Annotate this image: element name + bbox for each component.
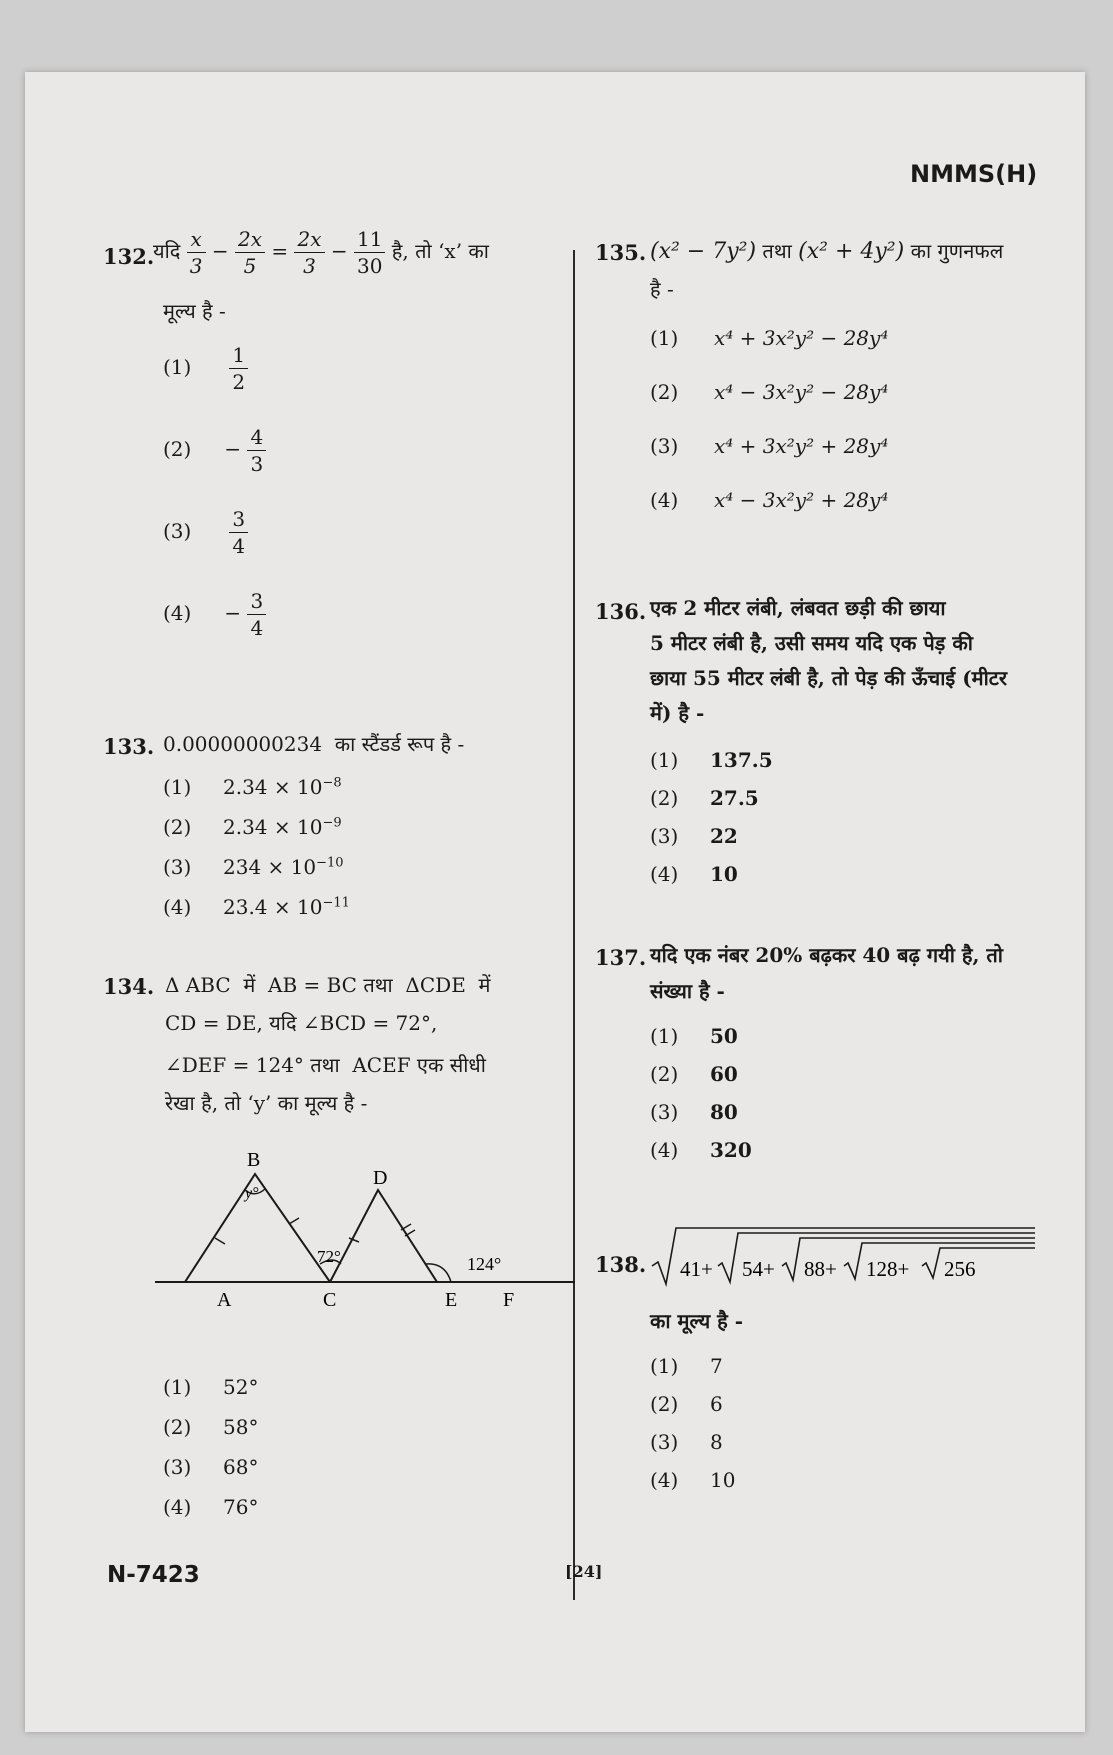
option-number: (2) [163,1415,192,1439]
label-b: B [247,1152,261,1171]
option-number: (2) [650,1062,679,1086]
q135-option-1[interactable] [650,326,888,350]
option-fraction: $\frac{3}{4}$ [229,506,248,559]
q132-option-3[interactable] [163,506,248,559]
q133-suffix: का स्टैंडर्ड रूप है - [334,732,465,756]
option-number: (3) [650,1100,679,1124]
option-value: 2.34 × 10 [223,815,323,839]
option-number: (4) [650,1138,679,1162]
q133-option-1[interactable] [163,775,342,799]
label-y: y° [245,1185,259,1202]
option-value: 76° [223,1495,259,1519]
option-sign: − [224,601,242,625]
q132-fraction-3: $\frac{2x}{3}$ [294,226,324,279]
option-value: x⁴ + 3x²y² + 28y⁴ [714,434,889,458]
option-number: (1) [650,1354,679,1378]
q136-line3: छाया 55 मीटर लंबी है, तो पेड़ की ऊँचाई (मीटर [650,666,1008,690]
q137-option-1[interactable] [650,1024,738,1048]
option-value: 23.4 × 10 [223,895,323,919]
q132-number: 132. [103,244,155,269]
q132-suffix: है, तो ‘x’ का [391,239,489,263]
angle-arc-124 [425,1264,451,1282]
q137-option-4[interactable] [650,1138,752,1162]
q135-conjunction: तथा [762,239,792,263]
option-number: (1) [650,1024,679,1048]
triangle-cde [330,1190,437,1282]
q137-line2: संख्या है - [650,979,725,1003]
q136-option-4[interactable] [650,862,738,886]
option-number: (1) [650,748,679,772]
option-value: 137.5 [710,748,773,772]
option-number: (4) [163,895,192,919]
option-value: x⁴ − 3x²y² + 28y⁴ [714,488,889,512]
q134-option-4[interactable] [163,1495,258,1519]
option-exponent: −10 [316,855,344,871]
option-number: (3) [650,824,679,848]
q132-operator: − [330,239,348,263]
q136-line4: में) है - [650,701,705,725]
q132-text [153,226,489,279]
q135-option-4[interactable] [650,488,888,512]
option-value: 22 [710,824,738,848]
q135-option-3[interactable] [650,434,888,458]
option-number: (3) [163,1455,192,1479]
radical-term-3: 88+ [804,1257,837,1281]
q135-text [650,234,1003,269]
option-number: (1) [650,326,679,350]
option-value: 6 [710,1392,723,1416]
q137-number: 137. [595,945,647,970]
option-number: (1) [163,355,192,379]
tick-bc [289,1218,299,1224]
q138-option-4[interactable] [650,1468,735,1492]
q132-fraction-4: $\frac{11}{30}$ [354,226,385,279]
option-value: 50 [710,1024,738,1048]
option-number: (4) [650,862,679,886]
q138-nested-radical [650,1222,1050,1292]
label-a: A [217,1289,232,1311]
option-value: 27.5 [710,786,759,810]
option-number: (1) [163,1375,192,1399]
q135-option-2[interactable] [650,380,888,404]
column-divider [573,250,575,1600]
option-number: (2) [163,815,192,839]
tick-ab [215,1238,225,1244]
option-fraction: $\frac{3}{4}$ [247,588,266,641]
q135-expression-2: (x² + 4y²) [798,239,905,264]
q134-number: 134. [103,974,155,999]
q132-prefix: यदि [153,239,181,263]
option-exponent: −9 [322,815,342,831]
paper-code-header: NMMS(H) [910,160,1038,188]
q132-line2: मूल्य है - [163,299,226,323]
option-value: 320 [710,1138,752,1162]
q134-triangle-figure [145,1152,575,1352]
label-f: F [503,1289,515,1311]
label-d: D [373,1167,388,1189]
option-number: (3) [163,855,192,879]
q134-option-3[interactable] [163,1455,258,1479]
option-value: 68° [223,1455,259,1479]
q132-equals: = [271,239,289,263]
q138-option-1[interactable] [650,1354,723,1378]
option-exponent: −11 [322,895,350,911]
q132-operator: − [211,239,229,263]
option-number: (3) [163,519,192,543]
option-number: (3) [650,1430,679,1454]
label-72: 72° [317,1247,341,1266]
q136-line2: 5 मीटर लंबी है, उसी समय यदि एक पेड़ की [650,631,973,655]
option-value: x⁴ + 3x²y² − 28y⁴ [714,326,889,350]
q132-option-2[interactable] [163,424,266,477]
option-fraction: $\frac{1}{2}$ [229,342,248,395]
option-number: (2) [650,1392,679,1416]
q136-line1: एक 2 मीटर लंबी, लंबवत छड़ी की छाया [650,596,946,620]
option-exponent: −8 [322,775,342,791]
option-value: 10 [710,1468,736,1492]
q135-expression-1: (x² − 7y²) [650,239,757,264]
q132-option-4[interactable] [163,588,266,641]
option-value: 80 [710,1100,738,1124]
question-paper-page [25,72,1085,1732]
q136-number: 136. [595,599,647,624]
q132-option-1[interactable] [163,342,248,395]
option-value: 52° [223,1375,259,1399]
q134-option-2[interactable] [163,1415,258,1439]
q138-line2: का मूल्य है - [650,1309,744,1333]
option-number: (2) [650,786,679,810]
page-number: [24] [565,1562,603,1581]
q134-line4: रेखा है, तो ‘y’ का मूल्य है - [165,1091,368,1115]
q133-option-2[interactable] [163,815,342,839]
q133-option-4[interactable] [163,895,350,919]
q138-option-2[interactable] [650,1392,723,1416]
q135-suffix: का गुणनफल [910,239,1004,263]
option-value: 7 [710,1354,723,1378]
option-value: x⁴ − 3x²y² − 28y⁴ [714,380,889,404]
option-number: (4) [163,1495,192,1519]
option-number: (3) [650,434,679,458]
q137-line1: यदि एक नंबर 20% बढ़कर 40 बढ़ गयी है, तो [650,943,1003,967]
q133-option-3[interactable] [163,855,344,879]
q132-fraction-2: $\frac{2x}{5}$ [235,226,265,279]
radical-term-1: 41+ [680,1257,713,1281]
option-value: 58° [223,1415,259,1439]
q138-number: 138. [595,1252,647,1277]
label-e: E [445,1289,458,1311]
q138-option-3[interactable] [650,1430,723,1454]
option-value: 10 [710,862,738,886]
q136-option-1[interactable] [650,748,773,772]
option-number: (2) [163,437,192,461]
q134-option-1[interactable] [163,1375,258,1399]
option-sign: − [224,437,242,461]
radical-term-4: 128+ [866,1257,910,1281]
q137-option-3[interactable] [650,1100,738,1124]
label-124: 124° [467,1254,502,1274]
q133-value: 0.00000000234 [163,732,323,756]
label-c: C [323,1289,337,1311]
q133-number: 133. [103,734,155,759]
radical-term-5: 256 [944,1257,976,1281]
option-fraction: $\frac{4}{3}$ [247,424,266,477]
option-number: (4) [650,1468,679,1492]
option-value: 60 [710,1062,738,1086]
radical-term-2: 54+ [742,1257,775,1281]
q134-line2: CD = DE, यदि ∠BCD = 72°, [165,1011,438,1035]
q137-option-2[interactable] [650,1062,738,1086]
option-number: (4) [650,488,679,512]
option-value: 234 × 10 [223,855,317,879]
q134-line3: ∠DEF = 124° तथा ACEF एक सीधी [165,1053,486,1077]
option-value: 2.34 × 10 [223,775,323,799]
option-number: (2) [650,380,679,404]
option-number: (4) [163,601,192,625]
option-number: (1) [163,775,192,799]
q136-option-2[interactable] [650,786,759,810]
q133-text [163,727,464,762]
q134-line1: Δ ABC में AB = BC तथा ΔCDE में [165,973,491,997]
q136-option-3[interactable] [650,824,738,848]
option-value: 8 [710,1430,723,1454]
q132-fraction-1: $\frac{x}{3}$ [187,226,206,279]
q135-line2: है - [650,277,674,301]
footer-paper-code: N-7423 [107,1562,200,1588]
q135-number: 135. [595,240,647,265]
